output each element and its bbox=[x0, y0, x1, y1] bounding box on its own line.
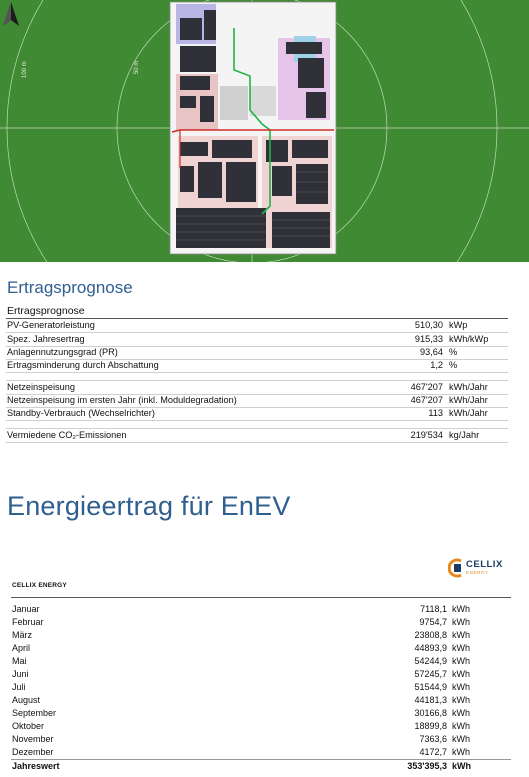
month-label: September bbox=[12, 708, 57, 718]
month-value: 18899,8 bbox=[414, 721, 447, 731]
table-row bbox=[12, 642, 512, 655]
month-unit: kWh bbox=[452, 617, 470, 627]
row-label: Anlagennutzungsgrad (PR) bbox=[7, 347, 118, 357]
month-label: Februar bbox=[12, 617, 44, 627]
total-label: Jahreswert bbox=[12, 761, 60, 771]
month-unit: kWh bbox=[452, 604, 470, 614]
month-value: 9754,7 bbox=[419, 617, 447, 627]
company-logo bbox=[448, 557, 512, 579]
table-row bbox=[12, 668, 512, 681]
total-unit: kWh bbox=[452, 761, 471, 771]
row-label: Standby-Verbrauch (Wechselrichter) bbox=[7, 408, 155, 418]
row-label: Netzeinspeisung bbox=[7, 382, 75, 392]
table-row bbox=[7, 359, 507, 372]
forecast-table-title: Ertragsprognose bbox=[7, 305, 85, 317]
row-value: 113 bbox=[428, 408, 443, 418]
row-unit: kWh/Jahr bbox=[449, 382, 488, 392]
logo-subtext: ENERGY bbox=[466, 570, 489, 575]
row-unit: % bbox=[449, 360, 458, 370]
table-row bbox=[7, 346, 507, 359]
month-value: 44893,9 bbox=[414, 643, 447, 653]
table-row bbox=[7, 333, 507, 346]
month-unit: kWh bbox=[452, 695, 470, 705]
row-unit: kWh/Jahr bbox=[449, 408, 488, 418]
row-unit: % bbox=[449, 347, 458, 357]
month-label: Juni bbox=[12, 669, 29, 679]
table-row bbox=[12, 720, 512, 733]
month-unit: kWh bbox=[452, 682, 470, 692]
table-row bbox=[12, 629, 512, 642]
month-label: März bbox=[12, 630, 32, 640]
table-row bbox=[12, 707, 512, 720]
scale-label-50m: 50 m bbox=[134, 60, 140, 74]
row-value: 93,64 bbox=[420, 347, 443, 357]
month-value: 54244,9 bbox=[414, 656, 447, 666]
logo-text: CELLIX bbox=[466, 559, 503, 570]
row-value: 467'207 bbox=[410, 382, 443, 392]
table-row bbox=[7, 381, 507, 394]
enev-heading: Energieertrag für EnEV bbox=[7, 491, 291, 521]
month-label: Januar bbox=[12, 604, 40, 614]
table-row bbox=[7, 407, 507, 420]
month-unit: kWh bbox=[452, 721, 470, 731]
month-value: 23808,8 bbox=[414, 630, 447, 640]
row-unit: kg/Jahr bbox=[449, 430, 480, 440]
month-unit: kWh bbox=[452, 656, 470, 666]
month-value: 57245,7 bbox=[414, 669, 447, 679]
cellix-logo-icon bbox=[448, 558, 464, 578]
table-row bbox=[12, 681, 512, 694]
row-value: 467'207 bbox=[410, 395, 443, 405]
month-value: 30166,8 bbox=[414, 708, 447, 718]
month-value: 7363,6 bbox=[419, 734, 447, 744]
row-label: PV-Generatorleistung bbox=[7, 320, 95, 330]
month-unit: kWh bbox=[452, 708, 470, 718]
month-unit: kWh bbox=[452, 630, 470, 640]
row-divider bbox=[6, 442, 508, 443]
month-value: 4172,7 bbox=[419, 747, 447, 757]
month-label: April bbox=[12, 643, 31, 653]
row-unit: kWh/kWp bbox=[449, 334, 489, 344]
month-label: Mai bbox=[12, 656, 27, 666]
month-unit: kWh bbox=[452, 669, 470, 679]
table-row bbox=[12, 616, 512, 629]
table-row bbox=[12, 694, 512, 707]
table-row bbox=[12, 655, 512, 668]
table-row bbox=[7, 429, 507, 442]
company-name: CELLIX ENERGY bbox=[12, 582, 67, 589]
row-label: Vermiedene CO₂-Emissionen bbox=[7, 430, 127, 440]
row-value: 219'534 bbox=[410, 430, 443, 440]
table-row bbox=[7, 319, 507, 332]
total-value: 353'395,3 bbox=[407, 761, 447, 771]
month-label: Juli bbox=[12, 682, 26, 692]
row-label: Spez. Jahresertrag bbox=[7, 334, 85, 344]
table-header-rule bbox=[11, 597, 511, 598]
table-row-total bbox=[12, 760, 512, 773]
table-row bbox=[12, 603, 512, 616]
table-row bbox=[7, 394, 507, 407]
month-value: 51544,9 bbox=[414, 682, 447, 692]
month-label: August bbox=[12, 695, 41, 705]
row-value: 1,2 bbox=[430, 360, 443, 370]
month-value: 7118,1 bbox=[420, 604, 447, 614]
month-unit: kWh bbox=[452, 734, 470, 744]
row-value: 510,30 bbox=[414, 320, 443, 330]
month-unit: kWh bbox=[452, 643, 470, 653]
month-unit: kWh bbox=[452, 747, 470, 757]
month-label: Oktober bbox=[12, 721, 45, 731]
table-row bbox=[12, 733, 512, 746]
scale-label-100m: 100 m bbox=[22, 61, 28, 78]
month-label: November bbox=[12, 734, 54, 744]
month-value: 44181,3 bbox=[414, 695, 447, 705]
row-unit: kWh/Jahr bbox=[449, 395, 488, 405]
north-arrow-icon bbox=[0, 0, 22, 30]
site-plan-drawing bbox=[0, 0, 529, 262]
month-label: Dezember bbox=[12, 747, 54, 757]
site-plan bbox=[0, 0, 529, 262]
row-divider bbox=[6, 420, 508, 421]
table-row bbox=[12, 746, 512, 759]
row-value: 915,33 bbox=[414, 334, 443, 344]
forecast-heading: Ertragsprognose bbox=[7, 278, 133, 297]
row-label: Netzeinspeisung im ersten Jahr (inkl. Moduldegradation) bbox=[7, 395, 237, 405]
row-unit: kWp bbox=[449, 320, 468, 330]
row-divider bbox=[6, 372, 508, 373]
row-label: Ertragsminderung durch Abschattung bbox=[7, 360, 159, 370]
